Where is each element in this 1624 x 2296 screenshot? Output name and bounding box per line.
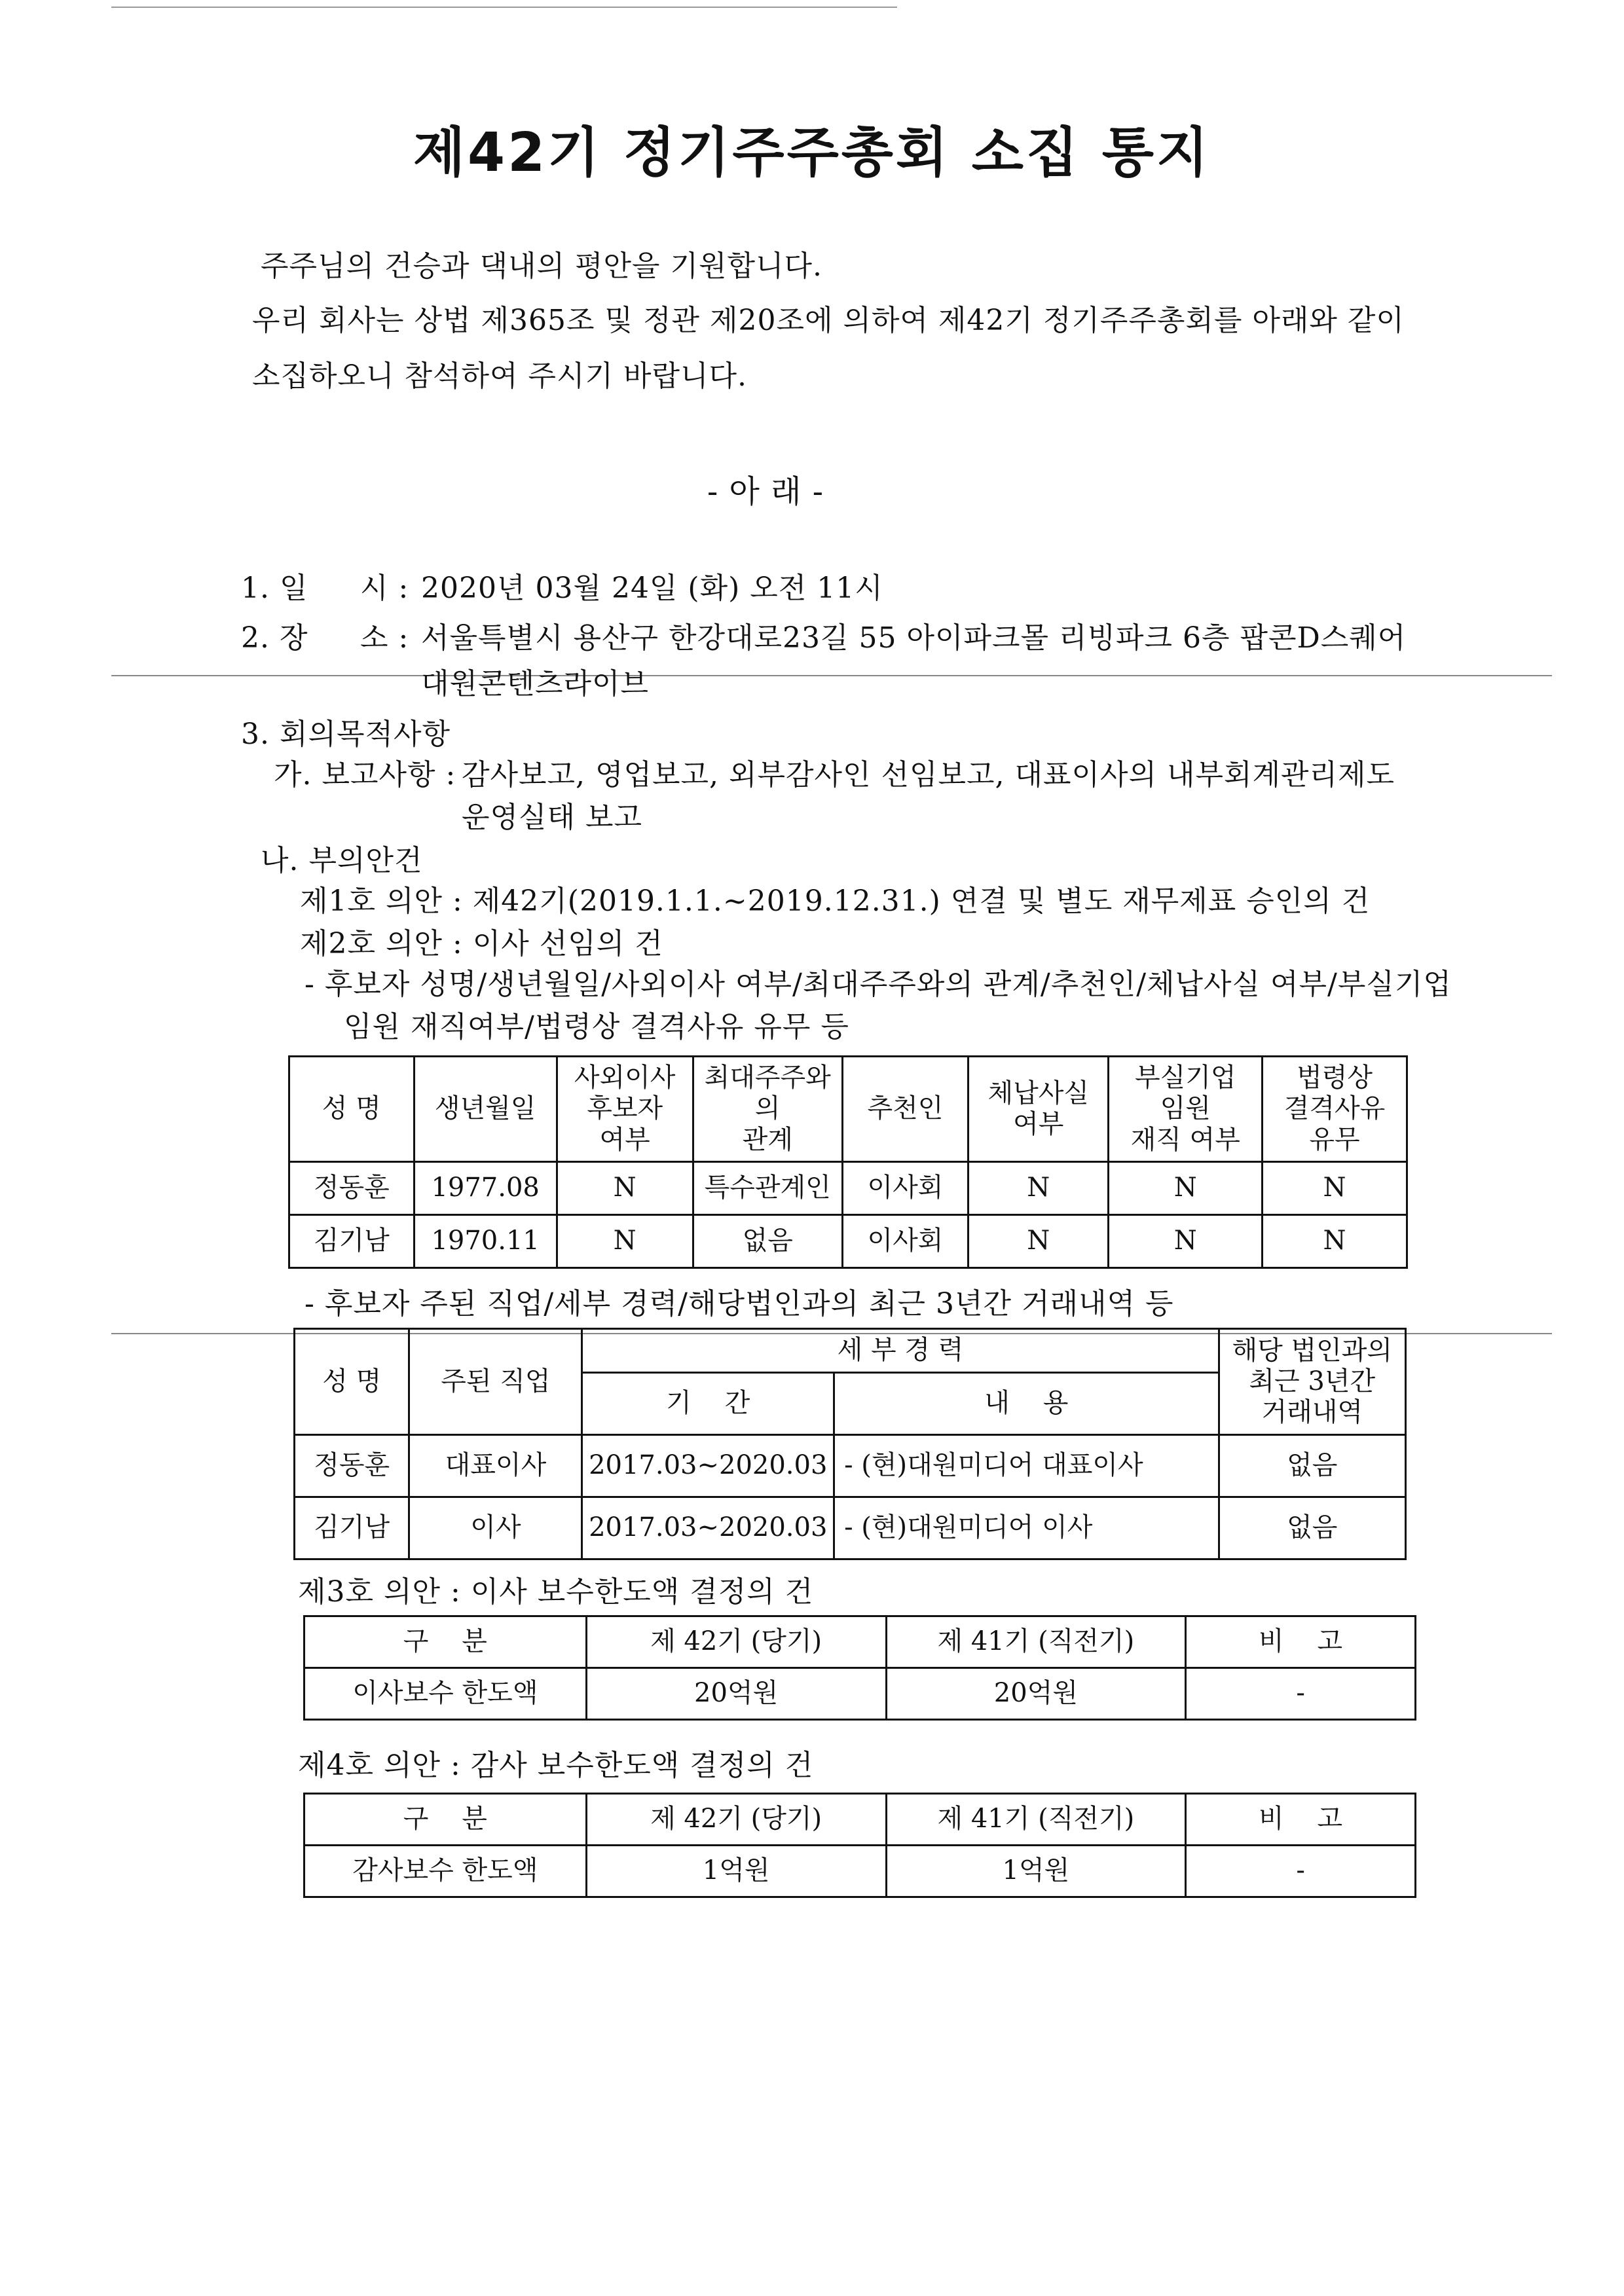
item1-label: 시 : [360, 572, 409, 605]
header-cell: 부실기업 임원 재직 여부 [1109, 1057, 1263, 1162]
report-label: 가. 보고사항 : [274, 758, 456, 792]
table-header-row [304, 1794, 1416, 1846]
table-cell: - [1186, 1668, 1416, 1720]
table-cell: N [557, 1215, 693, 1268]
table-cell: 김기남 [295, 1497, 409, 1559]
item2-label: 소 : [360, 621, 409, 655]
report-value: 감사보고, 영업보고, 외부감사인 선임보고, 대표이사의 내부회계관리제도 [462, 758, 1395, 792]
item2-value: 서울특별시 용산구 한강대로23길 55 아이파크몰 리빙파크 6층 팝콘D스퀘어 [421, 621, 1407, 655]
table-cell: N [1263, 1162, 1407, 1215]
candidate-table [288, 1055, 1408, 1269]
table-cell: - (현)대원미디어 이사 [834, 1497, 1219, 1559]
header-cell: 해당 법인과의 최근 3년간 거래내역 [1219, 1329, 1405, 1435]
header-cell: 체납사실 여부 [969, 1057, 1109, 1162]
item1-value: 2020년 03월 24일 (화) 오전 11시 [421, 572, 883, 605]
agenda-no2: 제2호 의안 : 이사 선임의 건 [300, 927, 663, 960]
table-cell: N [1109, 1162, 1263, 1215]
table-cell: 정동훈 [295, 1435, 409, 1497]
career-table [293, 1328, 1407, 1560]
item2-value-2: 대원콘텐츠라이브 [421, 667, 650, 701]
header-cell: 사외이사 후보자 여부 [557, 1057, 693, 1162]
scan-artifact-line [111, 7, 897, 8]
table-cell: 이사 [409, 1497, 582, 1559]
table-row [304, 1846, 1416, 1897]
table-cell: 이사보수 한도액 [304, 1668, 587, 1720]
table-cell: 특수관계인 [693, 1162, 842, 1215]
table-cell: 1970.11 [414, 1215, 557, 1268]
table-cell: 1977.08 [414, 1162, 557, 1215]
auditor-pay-table [303, 1793, 1416, 1898]
table-row [304, 1668, 1416, 1720]
table-cell: 김기남 [289, 1215, 415, 1268]
agenda-heading: 나. 부의안건 [261, 844, 423, 877]
table-row [295, 1435, 1406, 1497]
table-cell: 없음 [693, 1215, 842, 1268]
header-cell: 법령상 결격사유 유무 [1263, 1057, 1407, 1162]
header-cell: 추천인 [842, 1057, 968, 1162]
header-cell: 성 명 [289, 1057, 415, 1162]
table-header-row [304, 1616, 1416, 1668]
header-cell: 제 41기 (직전기) [886, 1794, 1186, 1846]
report-value-2: 운영실태 보고 [462, 801, 643, 834]
header-cell: 내 용 [834, 1373, 1219, 1435]
agenda-no3: 제3호 의안 : 이사 보수한도액 결정의 건 [298, 1575, 814, 1609]
table-cell: 20억원 [586, 1668, 886, 1720]
item1-num: 1. 일 [241, 572, 308, 605]
table-cell: N [1263, 1215, 1407, 1268]
table-row [289, 1215, 1407, 1268]
header-cell: 최대주주와 의 관계 [693, 1057, 842, 1162]
header-cell: 구 분 [304, 1616, 587, 1668]
scan-artifact-line [111, 675, 1552, 676]
agenda-no4: 제4호 의안 : 감사 보수한도액 결정의 건 [298, 1749, 814, 1782]
header-cell: 구 분 [304, 1794, 587, 1846]
header-cell: 성 명 [295, 1329, 409, 1435]
table-row [289, 1162, 1407, 1215]
intro-line-3: 소집하오니 참석하여 주시기 바랍니다. [252, 359, 748, 393]
header-cell: 비 고 [1186, 1616, 1416, 1668]
below-heading: - 아 래 - [707, 473, 824, 510]
item2-num: 2. 장 [241, 621, 308, 655]
table-cell: 2017.03~2020.03 [582, 1435, 834, 1497]
table-row [295, 1497, 1406, 1559]
table-cell: 2017.03~2020.03 [582, 1497, 834, 1559]
table-cell: 이사회 [842, 1215, 968, 1268]
agenda-no2-note1b: 임원 재직여부/법령상 결격사유 유무 등 [344, 1010, 849, 1044]
header-cell: 제 41기 (직전기) [886, 1616, 1186, 1668]
header-cell: 제 42기 (당기) [586, 1794, 886, 1846]
intro-line-1: 주주님의 건승과 댁내의 평안을 기원합니다. [261, 249, 823, 283]
table-cell: N [1109, 1215, 1263, 1268]
table-cell: - [1186, 1846, 1416, 1897]
table-cell: 정동훈 [289, 1162, 415, 1215]
table-cell: 1억원 [886, 1846, 1186, 1897]
header-cell: 생년월일 [414, 1057, 557, 1162]
table-cell: 20억원 [886, 1668, 1186, 1720]
table-cell: N [969, 1162, 1109, 1215]
director-pay-table [303, 1615, 1416, 1721]
header-cell: 제 42기 (당기) [586, 1616, 886, 1668]
item3-heading: 3. 회의목적사항 [241, 718, 451, 751]
agenda-no2-note1: - 후보자 성명/생년월일/사외이사 여부/최대주주와의 관계/추천인/체납사실 여부/부실기업 [304, 968, 1452, 1001]
header-cell: 주된 직업 [409, 1329, 582, 1435]
header-cell: 세 부 경 력 [582, 1329, 1219, 1373]
intro-line-2: 우리 회사는 상법 제365조 및 정관 제20조에 의하여 제42기 정기주주총회를 아래와 같이 [252, 304, 1405, 337]
table-cell: 대표이사 [409, 1435, 582, 1497]
table-cell: N [969, 1215, 1109, 1268]
table-cell: 없음 [1219, 1497, 1405, 1559]
table-cell: 없음 [1219, 1435, 1405, 1497]
table-cell: - (현)대원미디어 대표이사 [834, 1435, 1219, 1497]
table-cell: 1억원 [586, 1846, 886, 1897]
table-header-row [295, 1329, 1406, 1373]
table-header-row [289, 1057, 1407, 1162]
table-cell: 이사회 [842, 1162, 968, 1215]
table-cell: 감사보수 한도액 [304, 1846, 587, 1897]
agenda-no1: 제1호 의안 : 제42기(2019.1.1.~2019.12.31.) 연결 및 별도 재무제표 승인의 건 [300, 884, 1371, 918]
agenda-no2-note2: - 후보자 주된 직업/세부 경력/해당법인과의 최근 3년간 거래내역 등 [304, 1287, 1174, 1321]
header-cell: 기 간 [582, 1373, 834, 1435]
table-cell: N [557, 1162, 693, 1215]
header-cell: 비 고 [1186, 1794, 1416, 1846]
document-title: 제42기 정기주주총회 소집 통지 [413, 122, 1211, 184]
